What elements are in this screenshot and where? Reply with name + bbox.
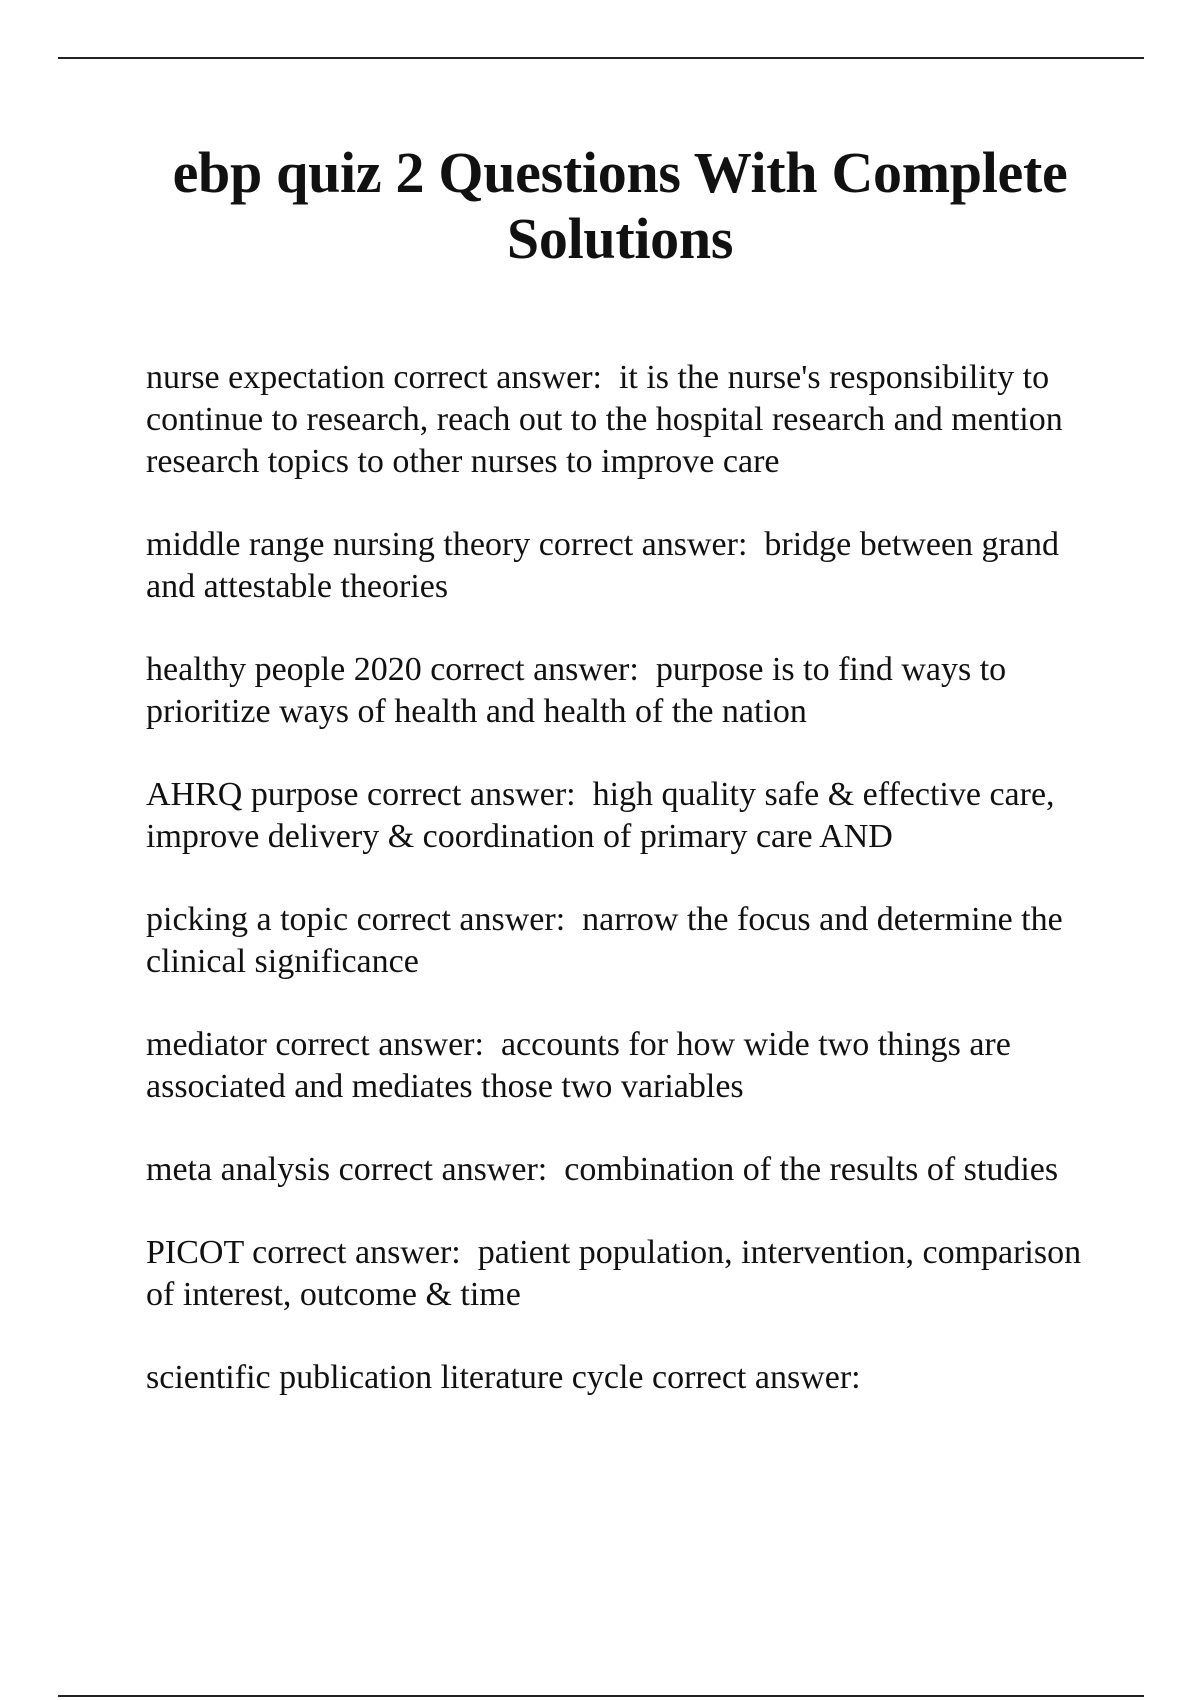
qa-item: [146, 524, 1086, 608]
qa-answer: patient population, intervention, comparison of interest, outcome & time: [146, 1234, 1082, 1313]
qa-separator: correct answer:: [275, 1026, 484, 1063]
qa-term: AHRQ purpose: [146, 776, 359, 813]
qa-separator: correct answer:: [652, 1359, 861, 1396]
qa-item: [146, 357, 1086, 483]
qa-item: [146, 899, 1086, 983]
qa-separator: correct answer:: [366, 776, 576, 813]
top-divider: [58, 57, 1144, 59]
qa-item: [146, 649, 1086, 733]
qa-separator: correct answer:: [356, 901, 566, 938]
qa-answer: it is the nurse's responsibility to continue to research, reach out to the hospital research and mention research topics to other nurses to improve care: [146, 359, 1063, 480]
qa-term: middle range nursing theory: [146, 526, 531, 563]
qa-separator: correct answer:: [538, 526, 748, 563]
qa-term: mediator: [146, 1026, 267, 1063]
qa-term: scientific publication literature cycle: [146, 1359, 644, 1396]
qa-answer: purpose is to find ways to prioritize ways of health and health of the nation: [146, 651, 1007, 730]
qa-item: [146, 1024, 1086, 1108]
qa-term: nurse expectation: [146, 359, 385, 396]
qa-item: [146, 1149, 1086, 1191]
qa-separator: correct answer:: [338, 1151, 548, 1188]
qa-term: healthy people 2020: [146, 651, 422, 688]
bottom-divider: [58, 1695, 1144, 1697]
qa-term: PICOT: [146, 1234, 244, 1271]
qa-separator: correct answer:: [393, 359, 602, 396]
qa-answer: combination of the results of studies: [564, 1151, 1059, 1188]
qa-item: [146, 1357, 1086, 1399]
qa-answer: narrow the focus and determine the clinical significance: [146, 901, 1063, 980]
qa-item: [146, 774, 1086, 858]
qa-term: meta analysis: [146, 1151, 331, 1188]
qa-term: picking a topic: [146, 901, 349, 938]
qa-answer: bridge between grand and attestable theories: [146, 526, 1059, 605]
qa-answer: high quality safe & effective care, improve delivery & coordination of primary care AND: [146, 776, 1055, 855]
document-title: ebp quiz 2 Questions With Complete Solutions: [172, 140, 1068, 271]
qa-answer: accounts for how wide two things are associated and mediates those two variables: [146, 1026, 1011, 1105]
qa-separator: correct answer:: [430, 651, 639, 688]
qa-item: [146, 1232, 1086, 1316]
qa-separator: correct answer:: [252, 1234, 461, 1271]
qa-list: [146, 357, 1086, 1399]
